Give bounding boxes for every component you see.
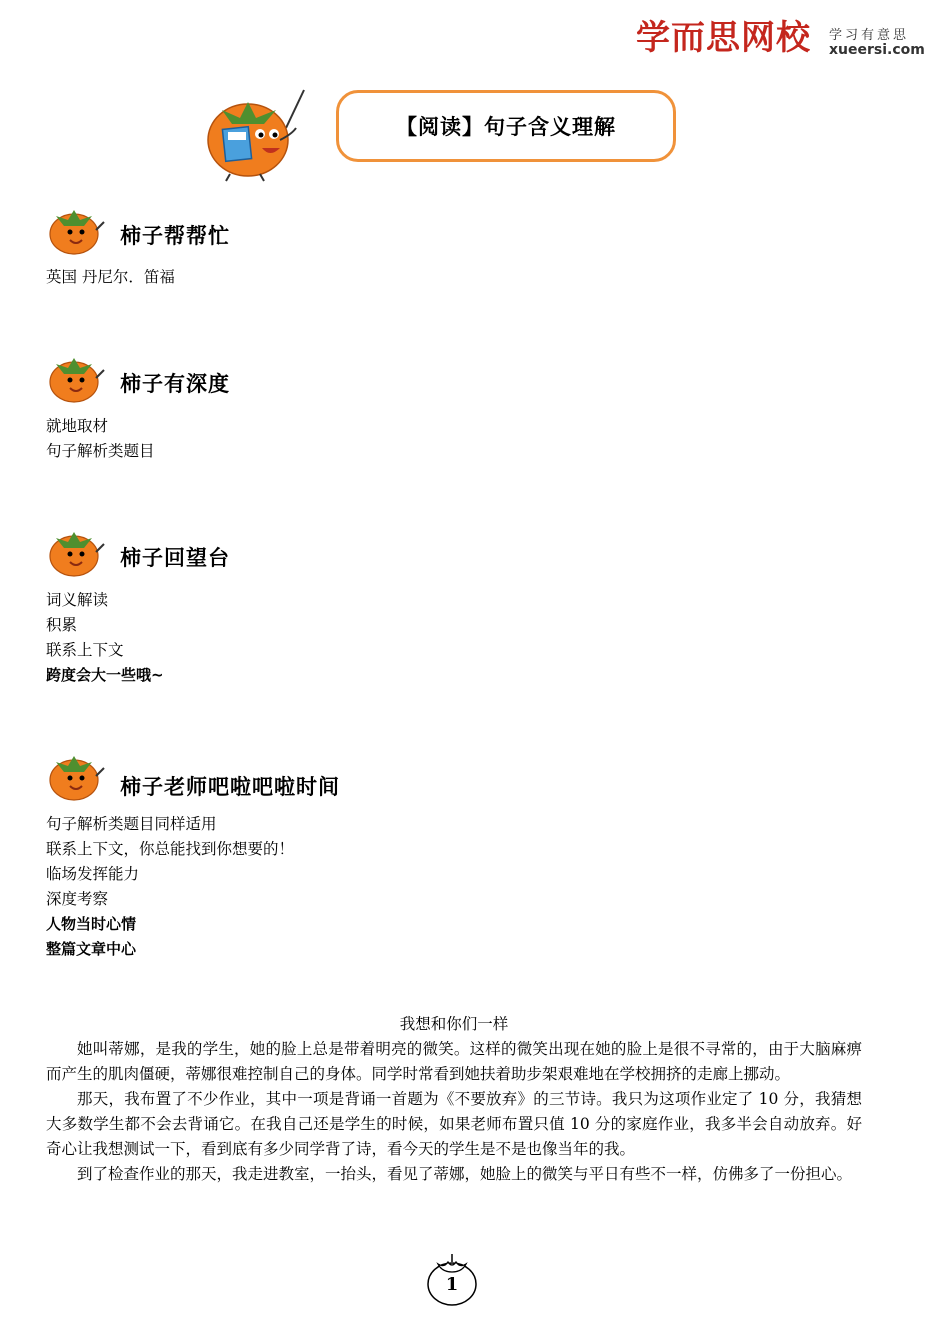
persimmon-mascot-icon: [200, 84, 320, 184]
section-line: 就地取材: [46, 417, 109, 435]
section-line: 深度考察: [46, 890, 109, 908]
section-bold-line: 人物当时心情: [46, 915, 137, 933]
lesson-title: 【阅读】句子含义理解: [396, 115, 616, 139]
section-line: 临场发挥能力: [46, 865, 140, 883]
section-line: 英国 丹尼尔．笛福: [46, 268, 175, 286]
reading-passage: [46, 1012, 862, 1187]
section-line: 句子解析类题目同样适用: [46, 815, 217, 833]
section-bold-line: 跨度会大一些哦~: [46, 666, 164, 684]
logo-brand-text: 学而思网校: [636, 18, 811, 58]
logo-tagline: 学习有意思: [829, 28, 910, 43]
site-logo[interactable]: [636, 18, 936, 64]
passage-title: 我想和你们一样: [399, 1015, 509, 1033]
passage-paragraph: 她叫蒂娜，是我的学生，她的脸上总是带着明亮的微笑。这样的微笑出现在她的脸上是很不寻常的，由于大脑麻痹而产生的肌肉僵硬，蒂娜很难控制自己的身体。同学时常看到她扶着助步架艰难地在学校拥挤的走廊上挪动。: [46, 1040, 862, 1083]
section-title: 柿子回望台: [120, 546, 230, 570]
section-bold-line: 整篇文章中心: [46, 940, 137, 958]
page-number: 1: [445, 1274, 459, 1295]
passage-paragraph: 到了检查作业的那天，我走进教室，一抬头，看见了蒂娜，她脸上的微笑与平日有些不一样，仿佛多了一份担心。: [77, 1165, 853, 1183]
page-number-badge: [424, 1250, 480, 1308]
section-title: 柿子老师吧啦吧啦时间: [120, 775, 340, 799]
persimmon-head-icon: [46, 748, 106, 804]
lesson-title-banner: [336, 90, 676, 162]
persimmon-head-icon: [46, 524, 106, 580]
section-line: 句子解析类题目: [46, 442, 155, 460]
section-line: 积累: [46, 616, 78, 634]
section-title: 柿子帮帮忙: [120, 224, 230, 248]
section-line: 联系上下文: [46, 641, 124, 659]
persimmon-head-icon: [46, 350, 106, 406]
section-line: 联系上下文，你总能找到你想要的！: [46, 840, 295, 858]
section-line: 词义解读: [46, 591, 109, 609]
persimmon-head-icon: [46, 202, 106, 258]
logo-url: xueersi.com: [829, 42, 925, 58]
passage-paragraph: 那天，我布置了不少作业，其中一项是背诵一首题为《不要放弃》的三节诗。我只为这项作业定了 10 分，我猜想大多数学生都不会去背诵它。在我自己还是学生的时候，如果老师布置只值 10 分的家庭作业，我多半会自动放弃。好奇心让我想测试一下，看到底有多少同学背了诗，看今天的学生是不是也像当年的我。: [46, 1090, 862, 1158]
section-title: 柿子有深度: [120, 372, 230, 396]
